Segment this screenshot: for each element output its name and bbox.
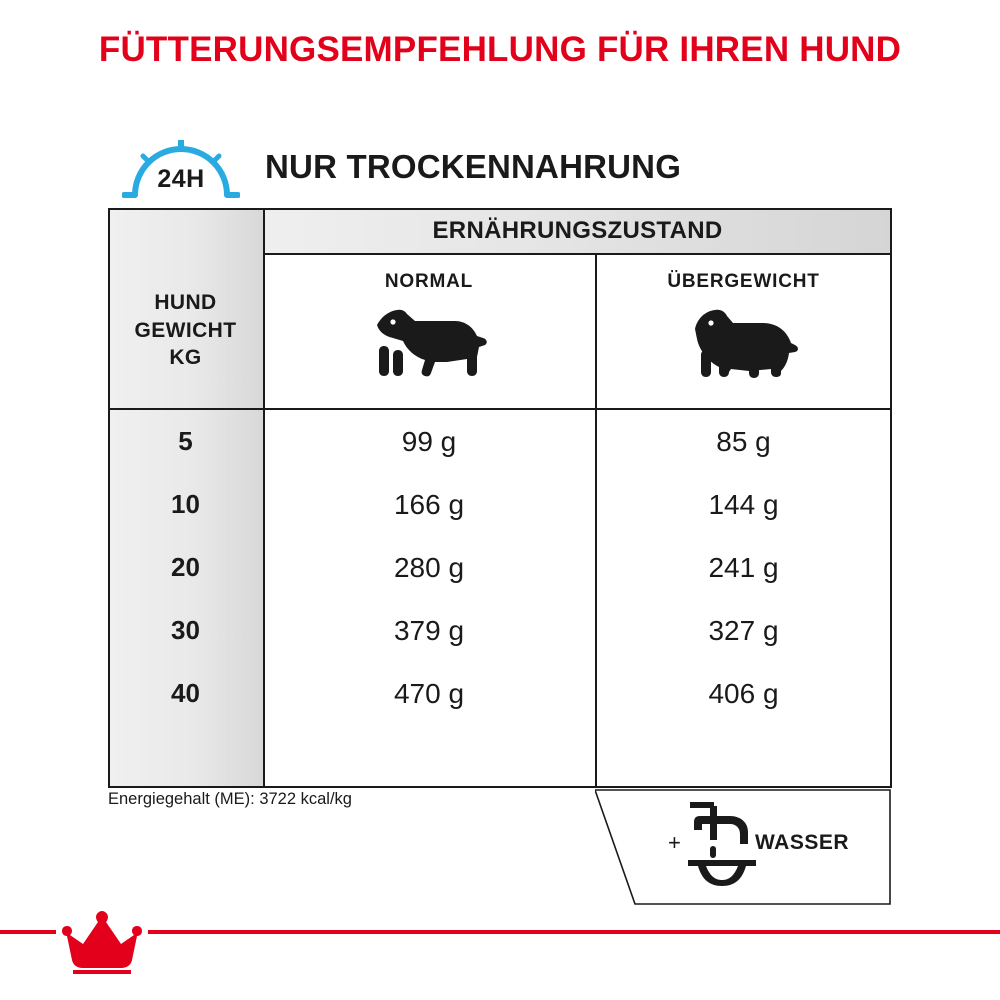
table-row xyxy=(108,410,892,473)
cell-overweight: 406 g xyxy=(708,677,779,709)
weight-header-line-1: HUND xyxy=(154,291,217,315)
column-header-normal-label: NORMAL xyxy=(384,271,474,292)
cell-weight: 40 xyxy=(171,678,200,708)
cell-normal: 99 g xyxy=(401,425,457,457)
royal-canin-crown-icon xyxy=(59,908,145,974)
table-top-border xyxy=(108,208,892,210)
cell-overweight: 327 g xyxy=(708,614,779,646)
feeding-table xyxy=(108,208,892,788)
brand-red-rule xyxy=(0,930,1000,934)
nutrition-state-header xyxy=(263,208,892,253)
section-subtitle: NUR TROCKENNAHRUNG xyxy=(265,148,682,185)
table-row xyxy=(108,536,892,599)
faucet-water-bowl-icon xyxy=(686,800,758,893)
cell-overweight: 144 g xyxy=(708,488,779,520)
cell-weight: 5 xyxy=(178,426,193,456)
table-body xyxy=(108,410,892,725)
cell-overweight: 85 g xyxy=(716,425,771,457)
cell-weight: 20 xyxy=(171,552,200,582)
cell-normal: 379 g xyxy=(393,614,465,646)
weight-header-line-3: KG xyxy=(169,346,202,370)
energy-content-note: Energiegehalt (ME): 3722 kcal/kg xyxy=(108,790,352,808)
cell-normal: 470 g xyxy=(393,677,465,709)
cell-normal: 280 g xyxy=(393,551,465,583)
royal-canin-crown xyxy=(56,905,148,977)
column-header-overweight-label: ÜBERGEWICHT xyxy=(667,271,820,292)
weight-header-line-2: GEWICHT xyxy=(134,318,237,342)
cell-normal: 166 g xyxy=(393,488,465,520)
clock-24h-badge xyxy=(122,140,240,202)
cell-overweight: 241 g xyxy=(708,551,779,583)
column-header-overweight xyxy=(595,253,892,408)
water-label: WASSER xyxy=(755,831,850,854)
table-row xyxy=(108,473,892,536)
column-header-normal xyxy=(263,253,595,408)
badge-label: 24H xyxy=(157,165,205,193)
water-plus-sign: + xyxy=(668,830,681,855)
band-bottom-border xyxy=(263,253,892,255)
table-row xyxy=(108,599,892,662)
cell-weight: 30 xyxy=(171,615,200,645)
cell-weight: 10 xyxy=(171,489,200,519)
dog-normal-icon xyxy=(369,305,489,385)
nutrition-state-header-label: ERNÄHRUNGSZUSTAND xyxy=(432,216,723,244)
table-row xyxy=(108,662,892,725)
dog-overweight-icon xyxy=(689,305,799,385)
page-title: FÜTTERUNGSEMPFEHLUNG FÜR IHREN HUND xyxy=(98,30,902,69)
weight-column-header xyxy=(108,253,263,408)
